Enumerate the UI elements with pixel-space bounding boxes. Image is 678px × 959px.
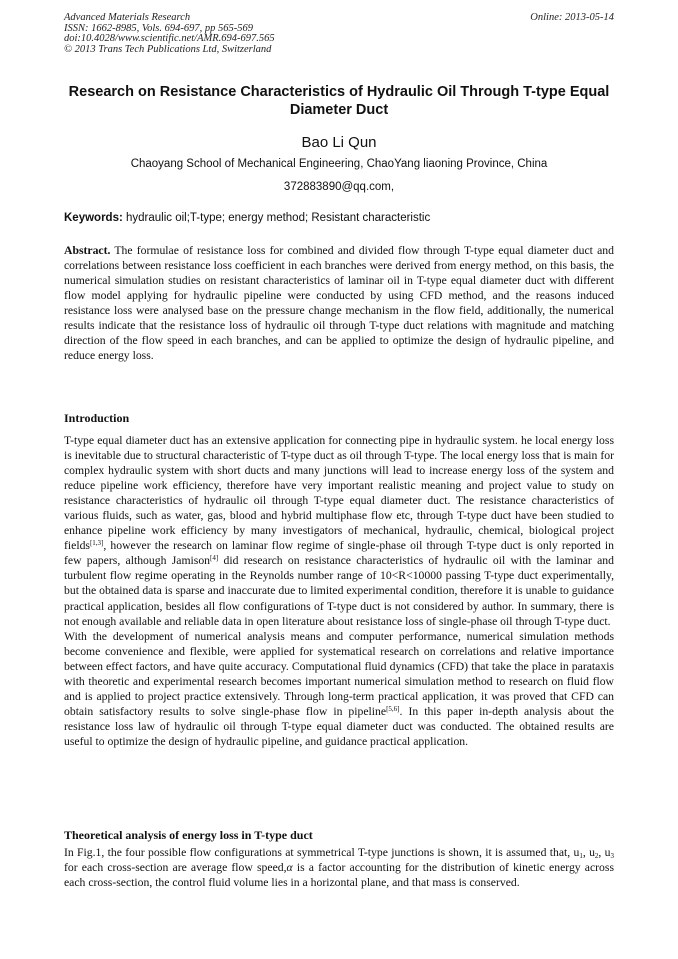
alpha-symbol: α [286,861,293,875]
intro-paragraph-2 [64,629,614,749]
abstract-label: Abstract. [64,244,111,257]
subscript-1: 1 [579,852,583,860]
theory-text-a: In Fig.1, the four possible flow configurations at symmetrical T-type junctions is shown, it is assumed that, u [64,846,580,859]
online-date: Online: 2013-05-14 [530,12,614,23]
paper-title: Research on Resistance Characteristics of Hydraulic Oil Through T-type Equal Diameter Duct [68,84,610,118]
theory-paragraph [64,845,614,890]
author-email: 372883890@qq.com, [283,181,395,193]
keywords [64,212,614,224]
intro-p1-text-a: T-type equal diameter duct has an extensive application for connecting pipe in hydraulic system. he local energy loss is inevitable due to structural characteristic of T-type duct as oil through T-type. The local energy loss that is main for complex hydraulic system with short ducts and many junctions will lead to increase energy loss of the system and reduce pipeline work efficiency, therefore have very important realistic meaning and project value to study on resistance characteristics of hydraulic oil through T-type equal diameter duct. The resistance characteristics of various fluids, such as water, gas, blood and hybrid multiphase flow etc, through T-type duct have been studied to enhance pipeline work efficiency by many investigators of mechanical, hydraulic, chemical, biological project fields [64,434,614,553]
theory-body [64,845,614,890]
theory-text-b: , u [582,846,595,859]
intro-p1-text-b: , however the research on laminar flow regime of single-phase oil through T-type duct is only reported in few papers, although Jamison [64,539,614,568]
issn-line: ISSN: 1662-8985, Vols. 694-697, pp 565-569 [64,22,253,34]
citation-5-6: [5,6] [386,704,400,713]
introduction-body [64,433,614,749]
citation-4: [4] [210,554,219,563]
keywords-label: Keywords: [64,212,123,224]
intro-p2-text-b: . In this paper in-depth analysis about the resistance loss law of hydraulic oil through T-type equal diameter duct was conducted. The obtained results are useful to optimize the design of hydraulic pipeline, and guidance practical application. [64,704,614,748]
abstract [64,243,614,363]
introduction-heading: Introduction [64,411,130,425]
intro-p2-text-a: With the development of numerical analysis means and computer performance, numerical simulation methods become convenience and flexible, were applied for systematical research on correlations and relative importance between effect factors, and have quite accuracy. Computational fluid dynamics (CFD) that take the place in parataxis with theoretic and experimental research becomes important numerical simulation method to research on fluid flow and is applied to project practice extensively. Through long-term practical application, it was proved that CFD can obtain satisfactory results to solve single-phase flow in pipeline [64,629,614,718]
keywords-text: hydraulic oil;T-type; energy method; Resistant characteristic [122,212,431,224]
theory-text-d: for each cross-section are average flow speed, [64,861,287,875]
author-name: Bao Li Qun [301,134,377,151]
subscript-3: 3 [610,852,615,860]
doi-line: doi:10.4028/www.scientific.net/AMR.694-697.565 [64,33,275,44]
journal-name: Advanced Materials Research [64,12,191,23]
journal-header [64,13,614,55]
copyright-line: © 2013 Trans Tech Publications Ltd, Switzerland [64,43,272,55]
citation-1-3: [1,3] [89,539,104,548]
intro-p1-text-c: did research on resistance characteristics of hydraulic oil with the laminar and turbulent flow regime operating in the Reynolds number range of 10<R<10000 passing T-type duct experimentally, but the obtained data is sparse and inaccurate due to limited experimental condition, therefore it is unable to guidance practical application, besides all flow configurations of T-type duct is not considered by author. In summary, there is not enough available and reliable data in open literature about resistance loss of single-phase oil through T-type duct. [64,554,614,628]
author-affiliation: Chaoyang School of Mechanical Engineering, ChaoYang liaoning Province, China [130,158,548,170]
theory-text-c: , u [598,846,611,859]
theory-text-e: is a factor accounting for the distribution of kinetic energy across each cross-section, the control fluid volume lies in a horizontal plane, and that mass is conserved. [64,861,614,890]
subscript-2: 2 [594,852,599,860]
abstract-text: The formulae of resistance loss for combined and divided flow through T-type equal diameter duct and correlations between resistance loss coefficient in each branches were derived from energy method, on this basis, the numerical simulation studies on resistant characteristics of laminar oil in T-type equal diameter duct with different flow model applying for hydraulic pipeline were conducted by using CFD method, and the reasons induced resistance loss were analysed base on the pressure change mechanism in the flow field, additionally, the numerical results indicate that the resistance loss of hydraulic oil through T-type duct relations with magnitude and matching direction of the flow speed in each branches, and can be applied to optimize the design of hydraulic pipeline, and reduce energy loss. [64,244,614,363]
theory-heading: Theoretical analysis of energy loss in T-type duct [64,828,313,842]
intro-paragraph-1 [64,433,614,629]
